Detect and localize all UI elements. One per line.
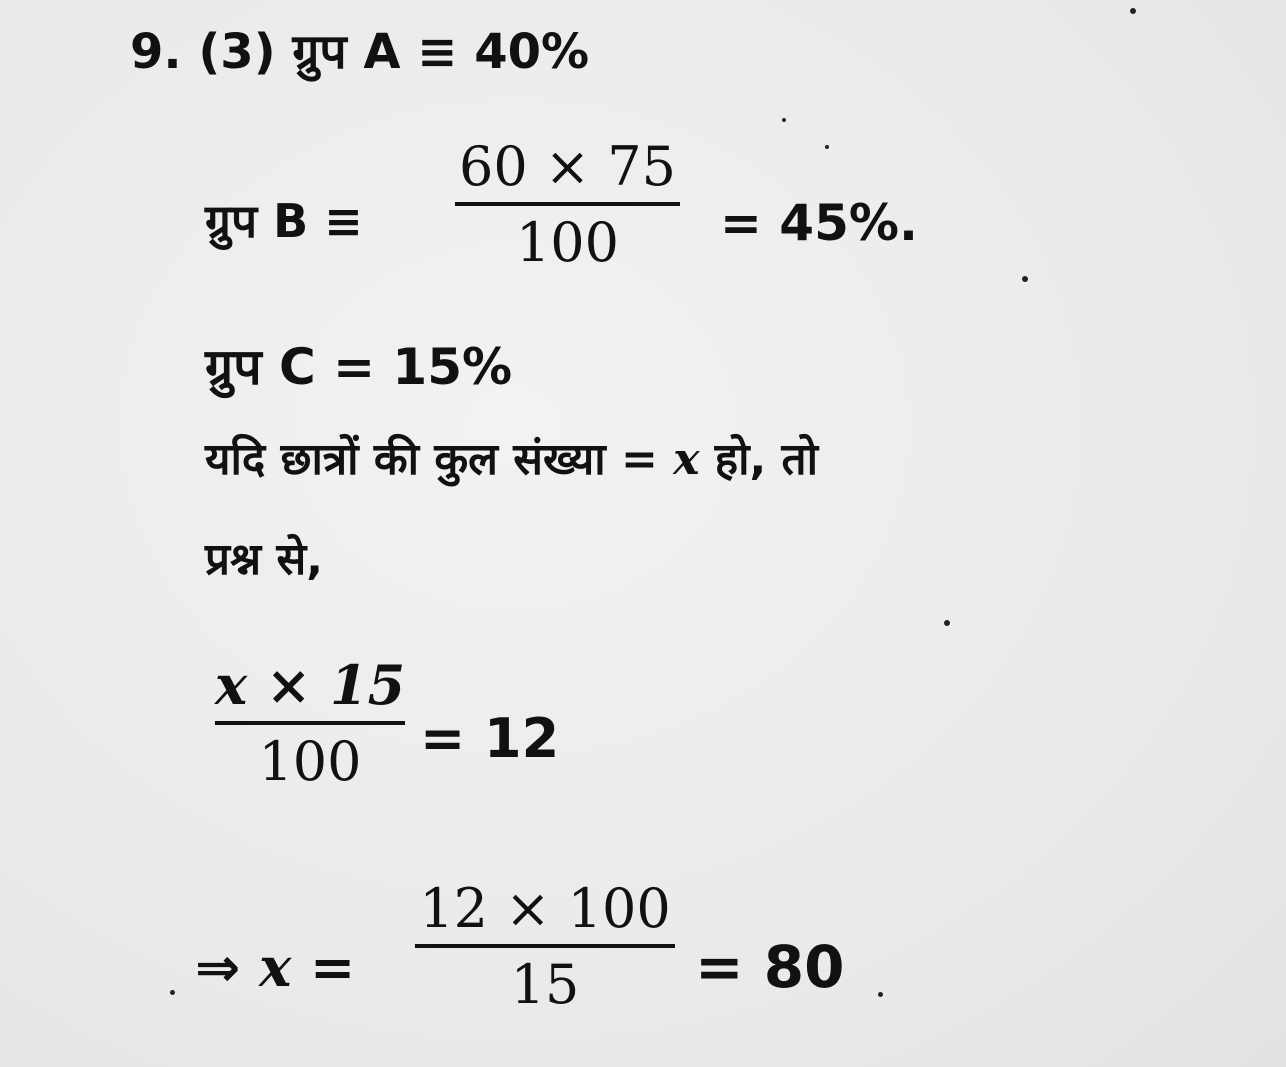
scan-speck <box>1022 276 1028 282</box>
equation2-numerator: 12 × 100 <box>419 877 671 940</box>
scan-speck <box>1130 8 1136 14</box>
equation2-lhs <box>195 935 356 999</box>
answer-option: (3) <box>198 24 276 80</box>
group-c-label: ग्रुप C <box>205 338 316 396</box>
equation1-rhs: = 12 <box>420 707 560 770</box>
equation1-bar <box>215 721 405 725</box>
scan-speck <box>944 620 950 626</box>
group-a-value: 40% <box>474 24 590 80</box>
equation2-denominator: 15 <box>510 953 580 1016</box>
equation2-bar <box>415 944 675 948</box>
equation1-numerator <box>215 653 406 717</box>
question-number: 9. <box>130 24 182 80</box>
scan-speck <box>825 145 829 149</box>
assumption-text: यदि छात्रों की कुल संख्या = <box>205 434 658 485</box>
scan-speck <box>170 990 175 995</box>
group-a-sign: ≡ <box>417 24 458 80</box>
equation1-numerator-text: x × 15 <box>215 653 406 717</box>
group-c-value: = 15% <box>333 338 513 396</box>
group-b-sign: ≡ <box>324 194 363 248</box>
equation1-fraction <box>215 653 406 793</box>
fraction-numerator: 60 × 75 <box>458 135 676 198</box>
implies-arrow: ⇒ <box>195 936 241 999</box>
group-b-label: ग्रुप B <box>205 194 309 248</box>
scan-speck <box>782 118 786 122</box>
variable-x: x <box>673 434 700 485</box>
group-c-line <box>205 338 513 396</box>
group-b-fraction <box>455 135 680 274</box>
assumption-line <box>205 434 819 485</box>
equation1-denominator: 100 <box>258 730 362 793</box>
group-b-line <box>205 194 363 248</box>
equation2-lhs-text: x = <box>259 935 356 999</box>
assumption-tail: हो, तो <box>714 434 819 485</box>
fraction-bar <box>455 202 680 206</box>
group-a-label: ग्रुप A <box>292 24 401 80</box>
from-question-line: प्रश्न से, <box>205 534 323 585</box>
answer-header <box>130 24 590 80</box>
scan-speck <box>878 992 883 997</box>
fraction-denominator: 100 <box>515 211 620 274</box>
equation2-fraction <box>415 877 675 1016</box>
group-b-result: = 45%. <box>720 194 918 252</box>
equation2-rhs: = 80 <box>695 933 845 1001</box>
